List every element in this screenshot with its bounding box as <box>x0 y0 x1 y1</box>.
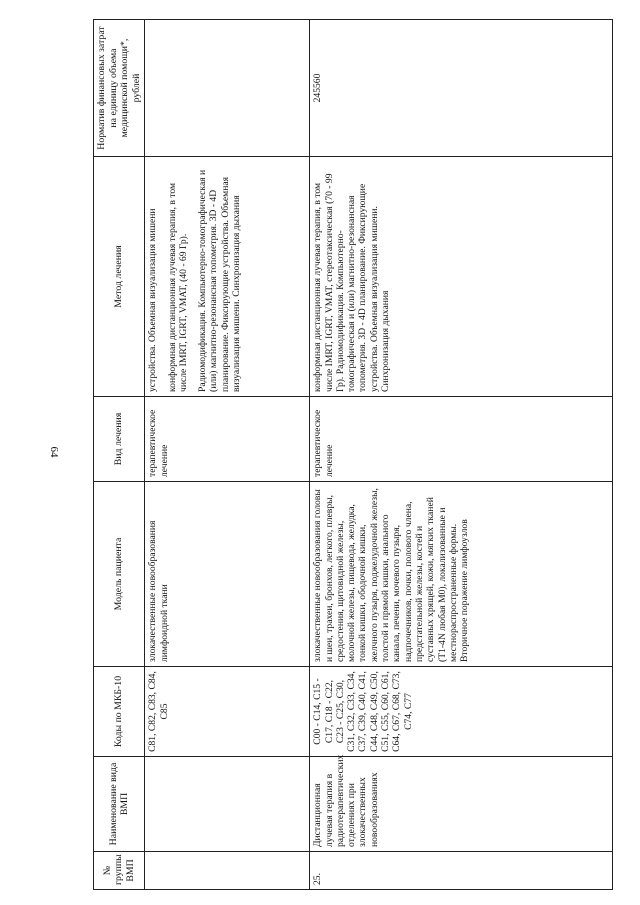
header-vmp-name: Наименование вида ВМП <box>94 757 145 852</box>
table-row <box>310 20 613 890</box>
header-financial-norm: Норматив финансовых затрат на единицу объема медицинской помощи*, рублей <box>94 20 145 157</box>
cell-group-number: 25. <box>310 852 613 890</box>
header-group-number: № группы ВМП <box>94 852 145 890</box>
method-extra-text: Радиомодификация. Компьютерно-томографическая и (или) магнитно-резонансная топометрия. 3D - 4D планирование. Фиксирующие устройства. Объемная визуализация мишени. Синхронизация дыхания <box>197 169 243 392</box>
cell-treatment-method <box>145 157 310 397</box>
table-row <box>145 20 310 890</box>
cell-patient-model: злокачественные новообразования головы и шеи, трахеи, бронхов, легкого, плевры, средостения, щитовидной железы, молочной железы, пищевода, желудка, тонкой кишки, ободочной кишки, желчного пузыря, поджелудочной железы, толстой и прямой кишки, анального канала, печени, мочевого пузыря, надпочечников, почки, полового члена, предстательной железы, костей и суставных хрящей, кожи, мягких тканей (T1-4N любая M0), локализованные и местнораспространенные формы. Вторичное поражение лимфоузлов <box>310 482 613 667</box>
method-main-text: конформная дистанционная лучевая терапия, в том числе IMRT, IGRT, VMAT, стереотаксическая (70 - 99 Гр). Радиомодификация. Компьютерно-томографическая и (или) магнитно-резонансная топометрия. 3D - 4D планирование. Фиксирующие устройства. Объемная визуализация мишени. Синхронизация дыхания <box>312 173 392 392</box>
cell-vmp-name <box>145 757 310 852</box>
rotated-page-content <box>93 20 613 890</box>
cell-group-number <box>145 852 310 890</box>
header-treatment-type: Вид лечения <box>94 397 145 482</box>
cell-icd-codes: C81, C82, C83, C84, C85 <box>145 667 310 757</box>
cell-treatment-type: терапевтическое лечение <box>145 397 310 482</box>
header-icd-codes: Коды по МКБ-10 <box>94 667 145 757</box>
method-main-text: конформная дистанционная лучевая терапия, в том числе IMRT, IGRT, VMAT, (40 - 69 Гр). <box>166 182 189 392</box>
table-header-row <box>94 20 145 890</box>
cell-financial-norm: 245560 <box>310 20 613 157</box>
cell-treatment-type: терапевтическое лечение <box>310 397 613 482</box>
method-lead-text: устройства. Объемная визуализация мишени <box>147 208 159 392</box>
cell-vmp-name: Дистанционная лучевая терапия в радиотерапевтических отделениях при злокачественных новообразованиях <box>310 757 613 852</box>
header-patient-model: Модель пациента <box>94 482 145 667</box>
cell-financial-norm <box>145 20 310 157</box>
cell-patient-model: злокачественные новообразования лимфоидной ткани <box>145 482 310 667</box>
header-treatment-method: Метод лечения <box>94 157 145 397</box>
cell-icd-codes: C00 - C14, C15 - C17, C18 - C22, C23 - C25, C30, C31, C32, C33, C34, C37, C39, C40, C41, C44, C48, C49, C50, C51, C55, C60, C61, C64, C67, C68, C73, C74, C77 <box>310 667 613 757</box>
cell-treatment-method <box>310 157 613 397</box>
page-number: 64 <box>48 446 60 458</box>
vmp-table <box>93 19 613 890</box>
